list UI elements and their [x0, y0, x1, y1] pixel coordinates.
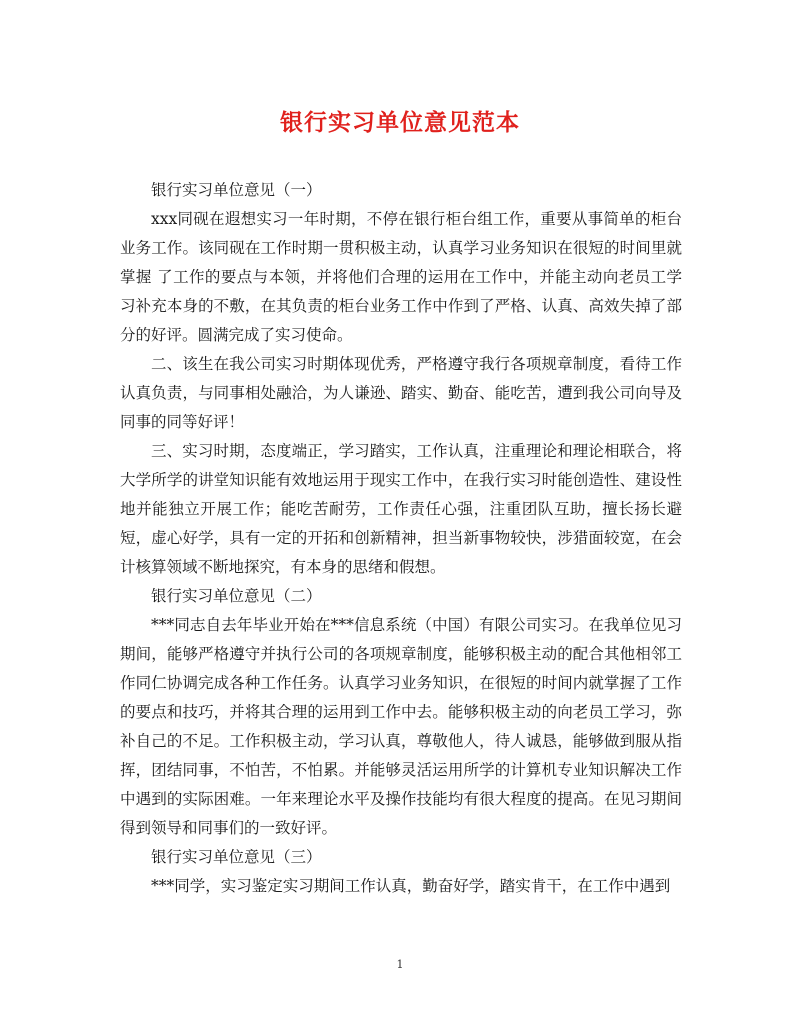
document-body	[120, 176, 682, 901]
body-paragraph: 三、实习时期，态度端正，学习踏实，工作认真，注重理论和理论相联合，将大学所学的讲堂知识能有效地运用于现实工作中，在我行实习时能创造性、建设性地并能独立开展工作；能吃苦耐劳，工作责任心强，注重团队互助，擅长扬长避短，虚心好学，具有一定的开拓和创新精神，担当新事物较快，涉猎面较宽，在会计核算领域不断地探究，有本身的思绪和假想。	[120, 442, 682, 576]
body-paragraph: ***同学，实习鉴定实习期间工作认真，勤奋好学，踏实肯干，在工作中遇到	[151, 877, 671, 895]
body-paragraph: 二、该生在我公司实习时期体现优秀，严格遵守我行各项规章制度，看待工作认真负责，与同事相处融洽，为人谦逊、踏实、勤奋、能吃苦，遭到我公司向导及同事的同等好评！	[120, 355, 682, 431]
section-heading-1: 银行实习单位意见（一）	[151, 181, 322, 199]
section-heading-3: 银行实习单位意见（三）	[151, 848, 322, 866]
body-paragraph: ***同志自去年毕业开始在***信息系统（中国）有限公司实习。在我单位见习期间，能够严格遵守并执行公司的各项规章制度，能够积极主动的配合其他相邻工作同仁协调完成各种工作任务。认真学习业务知识，在很短的时间内就掌握了工作的要点和技巧，并将其合理的运用到工作中去。能够积极主动的向老员工学习，弥补自己的不足。工作积极主动，学习认真，尊敬他人，待人诚恳，能够做到服从指挥，团结同事，不怕苦，不怕累。并能够灵活运用所学的计算机专业知识解决工作中遇到的实际困难。一年来理论水平及操作技能均有很大程度的提高。在见习期间得到领导和同事们的一致好评。	[120, 616, 682, 837]
page-number: 1	[396, 958, 404, 971]
section-heading-2: 银行实习单位意见（二）	[151, 587, 322, 605]
document-title: 银行实习单位意见范本	[280, 109, 520, 136]
body-paragraph: xxx同砚在遐想实习一年时期，不停在银行柜台组工作，重要从事简单的柜台业务工作。该同砚在工作时期一贯积极主动，认真学习业务知识在很短的时间里就掌握 了工作的要点与本领，并将他们合理的运用在工作中，并能主动向老员工学习补充本身的不敷，在其负责的柜台业务工作中作到了严格、认真、高效失掉了部分的好评。圆满完成了实习使命。	[120, 210, 682, 344]
